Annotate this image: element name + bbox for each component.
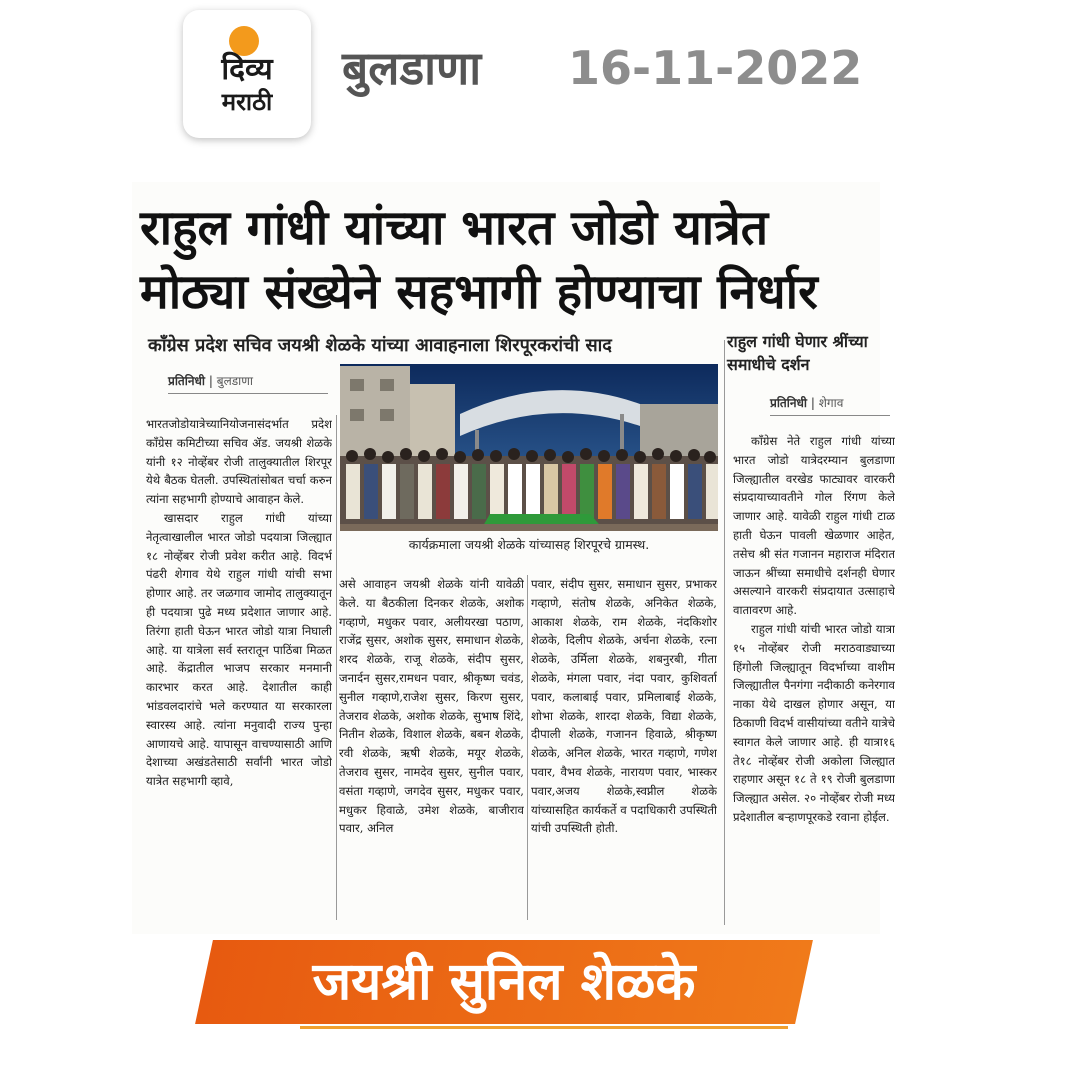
- byline-separator: |: [208, 374, 217, 388]
- logo-text-line2: मराठी: [221, 88, 273, 116]
- article-paragraph: राहुल गांधी यांची भारत जोडो यात्रा १५ नोव्हेंबर रोजी मराठवाड्याच्या हिंगोली जिल्ह्यातून विदर्भाच्या वाशीम जिल्ह्यातील पैनगंगा नदीकाठी कनेरगाव नाका येथे दाखल होणार असून, या ठिकाणी विदर्भ वासीयांच्या वतीने यात्रेचे स्वागत केले जाणार आहे. ही यात्रा१६ ते१८ नोव्हेंबर रोजी अकोला जिल्ह्यात राहणार असून १८ ते १९ रोजी बुलडाणा जिल्ह्यात असेल. २० नोव्हेंबर रोजी मध्य प्रदेशातील बऱ्हाणपूरकडे रवाना होईल.: [733, 621, 895, 824]
- group-photo-image: [340, 364, 718, 531]
- article-headline: राहुल गांधी यांच्या भारत जोडो यात्रेत मोठ्या संख्येने सहभागी होण्याचा निर्धार: [140, 200, 818, 320]
- article-byline: [168, 372, 328, 394]
- app-logo: [183, 10, 311, 138]
- byline-label: प्रतिनिधी: [770, 396, 808, 410]
- edition-date: 16-11-2022: [568, 41, 863, 95]
- byline-separator: |: [810, 396, 819, 410]
- name-banner-text: जयश्री सुनिल शेळके: [312, 952, 696, 1012]
- logo-text-line1: दिव्य: [221, 52, 273, 87]
- article-column-1: [146, 415, 332, 925]
- side-article-headline: राहुल गांधी घेणार श्रींच्या समाधीचे दर्शन: [727, 332, 868, 374]
- byline-label: प्रतिनिधी: [168, 374, 206, 388]
- side-article-byline: [770, 394, 890, 416]
- column-divider: [724, 340, 725, 925]
- byline-place: बुलडाणा: [216, 374, 254, 388]
- side-article-body: [733, 432, 895, 924]
- column-divider: [336, 415, 337, 920]
- byline-place: शेगाव: [818, 396, 844, 410]
- article-paragraph: पवार, संदीप सुसर, समाधान सुसर, प्रभाकर गव्हाणे, संतोष शेळके, अनिकेत शेळके, आकाश शेळके, राम शेळके, नंदकिशोर शेळके, दिलीप शेळके, अर्चना शेळके, रत्ना शेळके, उर्मिला शेळके, शबनुरबी, गीता शेळके, मंगला पवार, नंदा पवार, कुशिवर्ता पवार, कलाबाई पवार, प्रमिलाबाई शेळके, शोभा शेळके, शारदा शेळके, विद्या शेळके, दीपाली शेळके, गजानन हिवाळे, श्रीकृष्ण शेळके, अनिल शेळके, भारत गव्हाणे, गणेश पवार, वैभव शेळके, नारायण पवार, भास्कर पवार,अजय शेळके,स्वप्नील शेळके यांच्यासहित कार्यकर्ते व पदाधिकारी उपस्थिती यांची उपस्थिती होती.: [531, 577, 717, 836]
- edition-city: बुलडाणा: [342, 41, 482, 95]
- article-column-2: [339, 575, 524, 925]
- article-paragraph: खासदार राहुल गांधी यांच्या नेतृत्वाखालील भारत जोडो पदयात्रा जिल्ह्यात १८ नोव्हेंबर रोजी प्रवेश करीत आहे. विदर्भ पंढरी शेगाव येथे राहुल गांधी यांची सभा होणार आहे. तर जळगाव जामोद तालुक्यातून ही पदयात्रा पुढे मध्य प्रदेशात जाणार आहे. तिरंगा हाती घेऊन भारत जोडो यात्रा निघाली आहे. या यात्रेला सर्व स्तरातून पाठिंबा मिळत आहे. केंद्रातील भाजप सरकार मनमानी कारभार करत आहे. देशातील काही भांडवलदारांचे भले करण्यात या सरकारला स्वारस्य आहे. त्यांना मनुवादी राज्य पुन्हा आणायचे आहे. यापासून वाचण्यासाठी आणि देशाच्या अखंडतेसाठी सर्वांनी भारत जोडो यात्रेत सहभागी व्हावे,: [146, 510, 332, 789]
- article-paragraph: असे आवाहन जयश्री शेळके यांनी यावेळी केले. या बैठकीला दिनकर शेळके, अशोक गव्हाणे, मधुकर पवार, अलीयरखा पठाण, राजेंद्र सुसर, अशोक सुसर, समाधान शेळके, शरद शेळके, राजू शेळके, संदीप सुसर, जनार्दन सुसर,रामधन पवार, श्रीकृष्ण चवंड, सुनील गव्हाणे,राजेश सुसर, किरण सुसर, तेजराव शेळके, अशोक शेळके, सुभाष शिंदे, नितीन शेळके, विशाल शेळके, बबन शेळके, रवी शेळके, ऋषी शेळके, मयूर शेळके, तेजराव सुसर, नामदेव सुसर, सुनील पवार, वसंता गव्हाणे, जगदेव सुसर, मधुकर पवार, मधुकर हिवाळे, उमेश शेळके, बाजीराव पवार, अनिल: [339, 577, 524, 836]
- photo-caption: कार्यक्रमाला जयश्री शेळके यांच्यासह शिरपूरचे ग्रामस्थ.: [408, 537, 650, 552]
- article-paragraph: भारतजोडोयात्रेच्यानियोजनासंदर्भात प्रदेश कॉंग्रेस कमिटीच्या सचिव ॲड. जयश्री शेळके यांनी १२ नोव्हेंबर रोजी तालुक्यातील शिरपूर येथे बैठक घेतली. उपस्थितांसोबत चर्चा करुन त्यांना सहभागी होण्याचे आवाहन केले.: [146, 417, 332, 507]
- banner-underline: [300, 1026, 788, 1029]
- article-column-3: [531, 575, 717, 925]
- article-paragraph: काँग्रेस नेते राहुल गांधी यांच्या भारत जोडो यात्रेदरम्यान बुलडाणा जिल्ह्यातील वरखेड फाट्यावर वारकरी संप्रदायाच्यावतीने गोल रिंगण केले जाणार आहे. यावेळी राहुल गांधी टाळ हाती घेऊन पावली खेळणार आहेत, तसेच श्री संत गजानन महाराज मंदिरात जाऊन श्रींच्या समाधीचे दर्शनही घेणार असल्याने वारकरी संप्रदायात उत्साहाचे वातावरण आहे.: [733, 434, 895, 618]
- article-subheadline: काँग्रेस प्रदेश सचिव जयश्री शेळके यांच्या आवाहनाला शिरपूरकरांची साद: [148, 335, 612, 356]
- group-photo: [340, 364, 718, 531]
- column-divider: [527, 575, 528, 920]
